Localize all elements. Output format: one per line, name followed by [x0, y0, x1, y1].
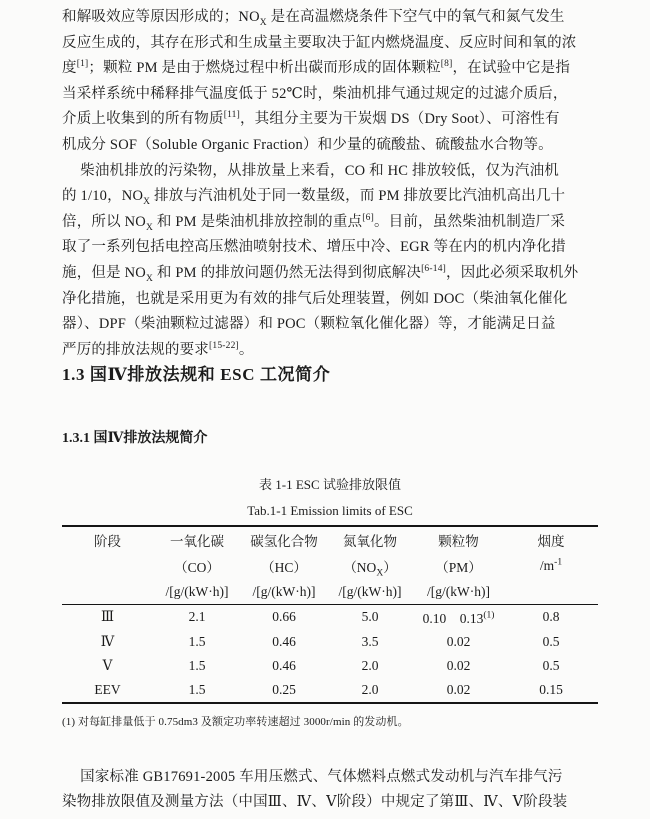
- col-formula-pm: （PM）: [435, 560, 482, 576]
- col-unit-pm: /[g/(kW·h)]: [413, 579, 504, 605]
- text-line: 柴油机排放的污染物，从排放量上来看，CO 和 HC 排放较低，仅为汽油机: [80, 162, 559, 179]
- text-line: 当采样系统中稀释排气温度低于 52℃时，柴油机排气通过规定的过滤介质后，: [62, 85, 568, 102]
- table-cell: 0.5: [542, 633, 560, 649]
- table-cell: 0.02: [446, 658, 471, 674]
- col-header-nox: 氮氧化物: [343, 534, 397, 550]
- text-line: 介质上收集到的所有物质[11]，其组分主要为干炭烟 DS（Dry Soot）、可溶性有: [62, 110, 560, 128]
- table-cell: Ⅳ: [100, 633, 115, 649]
- table-cell: 0.46: [272, 633, 296, 649]
- paragraph-diesel-emissions: [62, 159, 602, 364]
- subsection-heading: 1.3.1 国Ⅳ排放法规简介: [62, 431, 208, 447]
- header-row-units: [62, 579, 598, 605]
- col-header-co: 一氧化碳: [170, 534, 224, 550]
- text-line: 净化措施，也就是采用更为有效的排气后处理装置，例如 DOC（柴油氧化催化: [62, 290, 568, 307]
- col-formula-nox: $(NO_X)$: [343, 560, 397, 579]
- table-row: [62, 678, 598, 703]
- table-footnote: (1) 对每缸排量低于 0.75dm3 及额定功率转速超过 3000r/min 的发动机。: [62, 715, 409, 728]
- text-line: 严厉的排放法规的要求[15-22]。: [62, 340, 254, 358]
- table-cell: EEV: [94, 682, 121, 698]
- text-line: 染物排放限值及测量方法（中国Ⅲ、Ⅳ、Ⅴ阶段）中规定了第Ⅲ、Ⅳ、Ⅴ阶段装: [62, 794, 568, 811]
- table-cell: 1.5: [188, 633, 206, 649]
- table-cell: 0.10 0.13$^{(1)}$: [422, 610, 495, 627]
- table-cell: 0.66: [272, 609, 296, 625]
- table-cell: 3.5: [361, 633, 379, 649]
- text-line: 国家标准 GB17691-2005 车用压燃式、气体燃料点燃式发动机与汽车排气污: [80, 768, 563, 785]
- table-cell: 0.46: [272, 658, 296, 674]
- table-cell: 0.15: [539, 682, 563, 698]
- table-cell: Ⅴ: [102, 658, 113, 674]
- col-unit-nox: /[g/(kW·h)]: [327, 579, 413, 605]
- table-body: [62, 605, 598, 703]
- text-line: 倍，所以 $NO_X$ 和 PM 是柴油机排放控制的重点[6]。目前，虽然柴油机制造厂采: [62, 212, 566, 233]
- table-cell: 0.25: [272, 682, 296, 698]
- col-formula-co: （CO）: [174, 560, 220, 576]
- col-unit-smoke: [504, 579, 598, 605]
- table-cell: 0.02: [446, 682, 471, 698]
- table-cell: 0.02: [446, 633, 471, 649]
- col-header-pm: 颗粒物: [438, 534, 479, 550]
- table-cell: 2.0: [361, 682, 379, 698]
- table-cell: 2.1: [188, 609, 206, 625]
- paragraph-intro-pollutants: [62, 5, 602, 159]
- text-line: 器）、DPF（柴油颗粒过滤器）和 POC（颗粒氧化催化器）等，才能满足日益: [62, 316, 556, 333]
- table-cell: 0.8: [542, 609, 560, 625]
- table-cell: 1.5: [188, 682, 206, 698]
- table-row: [62, 629, 598, 654]
- section-heading: 1.3 国Ⅳ排放法规和 ESC 工况简介: [62, 365, 331, 385]
- col-formula-hc: （HC）: [261, 560, 307, 576]
- col-unit-stage: [62, 579, 153, 605]
- header-row-names: [62, 526, 598, 553]
- table-header: [62, 526, 598, 605]
- table-caption-en: Tab.1-1 Emission limits of ESC: [247, 503, 413, 519]
- text-line: 的 1/10，$NO_X$ 排放与汽油机处于同一数量级，而 PM 排放要比汽油机高出几十: [62, 188, 566, 208]
- col-header-stage: 阶段: [94, 534, 121, 550]
- paragraph-national-standard: [62, 765, 602, 816]
- header-row-formulas: [62, 553, 598, 579]
- table-caption-cn: 表 1-1 ESC 试验排放限值: [259, 477, 401, 493]
- text-line: 和解吸效应等原因形成的；$NO_X$ 是在高温燃烧条件下空气中的氧气和氮气发生: [62, 9, 565, 28]
- col-unit-co: /[g/(kW·h)]: [153, 579, 241, 605]
- text-line: 施，但是 $NO_X$ 和 PM 的排放问题仍然无法得到彻底解决[6-14]，因此必须采取机外: [62, 264, 579, 284]
- text-line: 取了一系列包括电控高压燃油喷射技术、增压中冷、EGR 等在内的机内净化措: [62, 239, 566, 256]
- table-row: [62, 654, 598, 679]
- emission-limits-table: [62, 525, 598, 704]
- col-unit-hc: /[g/(kW·h)]: [241, 579, 327, 605]
- table-cell: 0.5: [542, 658, 560, 674]
- col-formula-smoke: $/m^{-1}$: [539, 557, 563, 574]
- text-line: 反应生成的，其存在形式和生成量主要取决于缸内燃烧温度、反应时间和氧的浓: [62, 34, 577, 51]
- table-cell: Ⅲ: [100, 609, 115, 625]
- table-row: [62, 605, 598, 630]
- table-cell: 5.0: [361, 609, 379, 625]
- col-header-smoke: 烟度: [537, 534, 565, 550]
- text-line: 机成分 SOF（Soluble Organic Fraction）和少量的硫酸盐、硫酸盐水合物等。: [62, 136, 553, 153]
- text-line: 度[1]；颗粒 PM 是由于燃烧过程中析出碳而形成的固体颗粒[8]，在试验中它是指: [62, 59, 571, 77]
- table-cell: 2.0: [361, 658, 379, 674]
- table-cell: 1.5: [188, 658, 206, 674]
- col-header-hc: 碳氢化合物: [250, 534, 318, 550]
- col-formula-stage: [62, 553, 153, 579]
